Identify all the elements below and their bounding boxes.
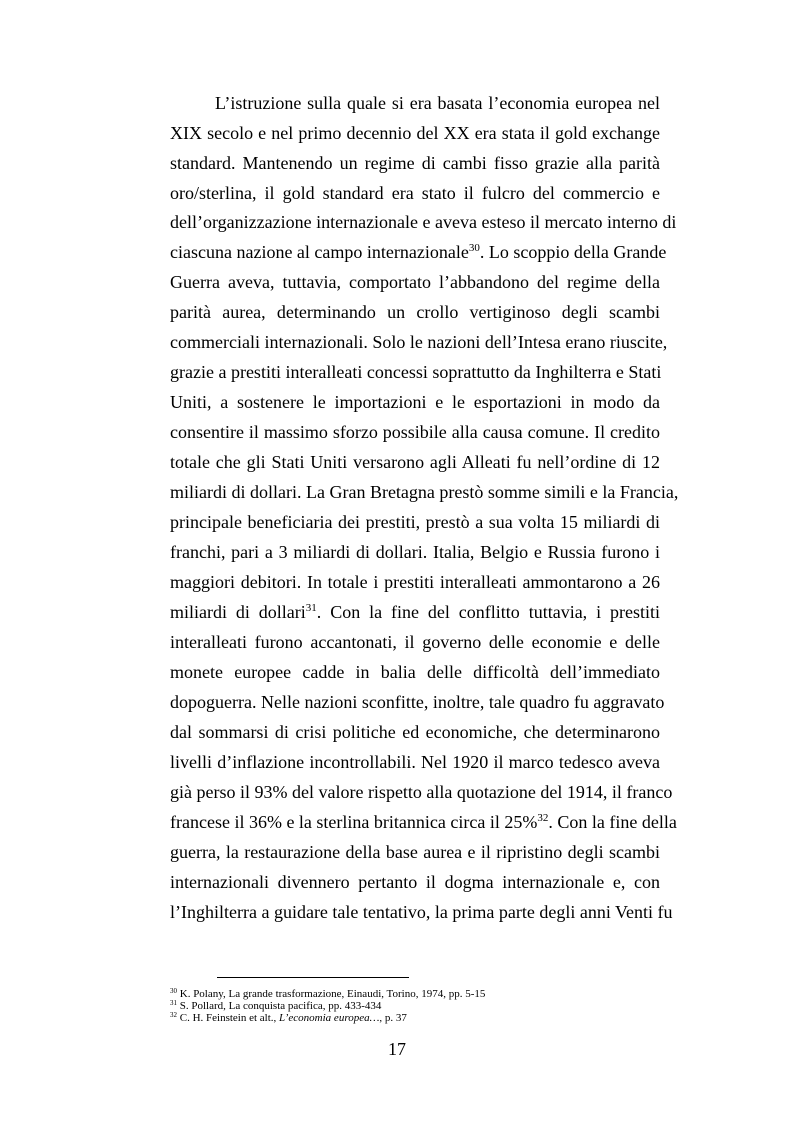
text-line: L’istruzione sulla quale si era basata l’economia europea nel (215, 93, 660, 113)
text-line: Uniti, a sostenere le importazioni e le esportazioni in modo da (170, 392, 660, 412)
text-line: XIX secolo e nel primo decennio del XX era stata il gold exchange (170, 123, 660, 143)
footnote: $^{30}$ K. Polany, La grande trasformazione, Einaudi, Torino, 1974, pp. 5-15 (170, 987, 486, 1000)
text-line: franchi, pari a 3 miliardi di dollari. Italia, Belgio e Russia furono i (170, 542, 660, 562)
text-line: dal sommarsi di crisi politiche ed economiche, che determinarono (170, 722, 660, 742)
footnote-ref[interactable]: 31 (305, 602, 317, 614)
text-line: oro/sterlina, il gold standard era stato il fulcro del commercio e (170, 183, 660, 203)
text-line: totale che gli Stati Uniti versarono agli Alleati fu nell’ordine di 12 (170, 452, 660, 472)
text-line: miliardi di dollari$^{31}$. Con la fine del conflitto tuttavia, i prestiti (170, 602, 660, 622)
text-line: grazie a prestiti interalleati concessi soprattutto da Inghilterra e Stati (170, 362, 662, 382)
text-line: dell’organizzazione internazionale e aveva esteso il mercato interno di (170, 212, 677, 232)
text-line: dopoguerra. Nelle nazioni sconfitte, inoltre, tale quadro fu aggravato (170, 692, 665, 712)
text-line: Guerra aveva, tuttavia, comportato l’abbandono del regime della (170, 272, 660, 292)
text-line: l’Inghilterra a guidare tale tentativo, la prima parte degli anni Venti fu (170, 902, 673, 922)
text-line: parità aurea, determinando un crollo vertiginoso degli scambi (170, 302, 660, 322)
text-line: principale beneficiaria dei prestiti, prestò a sua volta 15 miliardi di (170, 512, 660, 532)
footnote-separator (217, 977, 409, 978)
footnote: $^{31}$ S. Pollard, La conquista pacifica, pp. 433-434 (170, 999, 382, 1012)
text-line: standard. Mantenendo un regime di cambi fisso grazie alla parità (170, 153, 660, 173)
footnote-ref[interactable]: 32 (537, 812, 549, 824)
text-line: già perso il 93% del valore rispetto alla quotazione del 1914, il franco (170, 782, 673, 802)
text-line: internazionali divennero pertanto il dogma internazionale e, con (170, 872, 660, 892)
text-line: commerciali internazionali. Solo le nazioni dell’Intesa erano riuscite, (170, 332, 668, 352)
text-line: ciascuna nazione al campo internazionale$^{30}$. Lo scoppio della Grande (170, 242, 667, 262)
footnote: $^{32}$ C. H. Feinstein et alt., L’economia europea…, p. 37 (170, 1011, 407, 1024)
text-line: miliardi di dollari. La Gran Bretagna prestò somme simili e la Francia, (170, 482, 679, 502)
text-line: interalleati furono accantonati, il governo delle economie e delle (170, 632, 660, 652)
text-line: maggiori debitori. In totale i prestiti interalleati ammontarono a 26 (170, 572, 660, 592)
text-line: guerra, la restaurazione della base aurea e il ripristino degli scambi (170, 842, 660, 862)
text-line: consentire il massimo sforzo possibile alla causa comune. Il credito (170, 422, 660, 442)
text-line: francese il 36% e la sterlina britannica circa il 25%$^{32}$. Con la fine della (170, 812, 677, 832)
text-line: monete europee cadde in balia delle difficoltà dell’immediato (170, 662, 660, 682)
text-line: livelli d’inflazione incontrollabili. Nel 1920 il marco tedesco aveva (170, 752, 660, 772)
page-number: 17 (388, 1039, 406, 1059)
footnote-ref[interactable]: 30 (468, 242, 480, 254)
